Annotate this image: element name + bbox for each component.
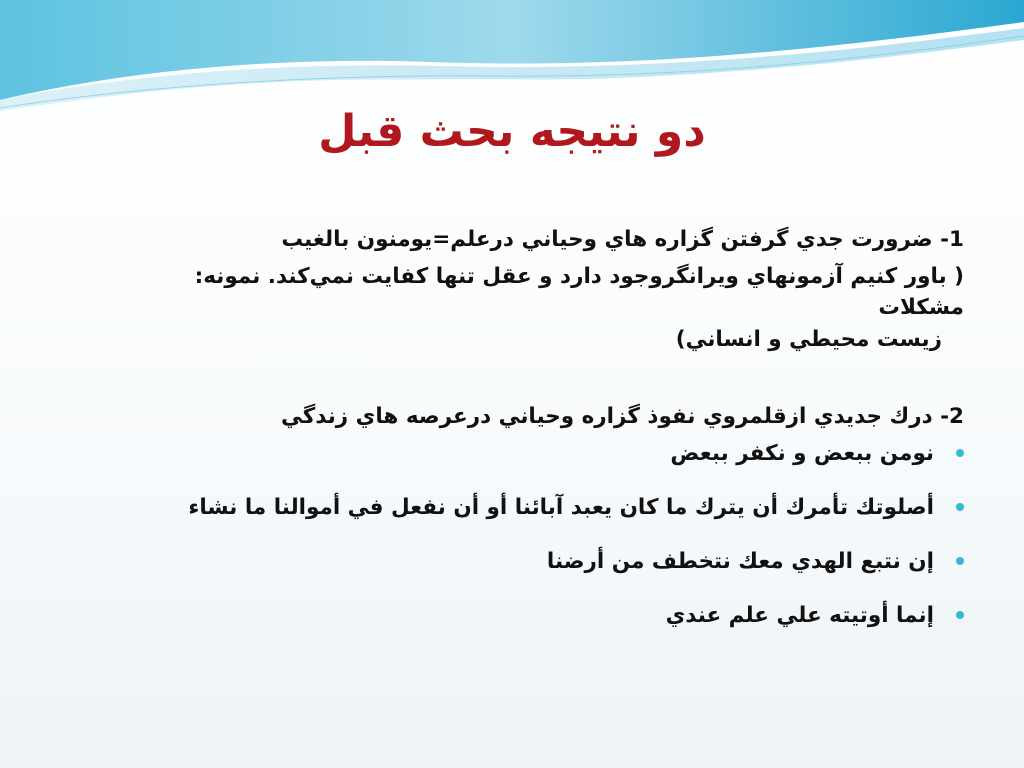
bullet-text: إنما أوتيته علي علم عندي <box>665 603 934 629</box>
bullet-text: أصلوتك تأمرك أن يترك ما كان يعبد آبائنا أو أن نفعل في أموالنا ما نشاء <box>188 495 934 521</box>
bullet-dot-icon <box>956 449 964 457</box>
list-item <box>108 546 964 577</box>
point-1-detail <box>108 261 964 355</box>
point-2-heading: 2- درك جديدي ازقلمروي نفوذ گزاره وحياني درعرصه هاي زندگي <box>281 403 964 429</box>
bullet-text: إن نتبع الهدي معك نتخطف من أرضنا <box>546 549 934 575</box>
list-item <box>108 600 964 631</box>
bullet-text: نومن ببعض و نكفر ببعض <box>670 440 934 466</box>
list-item <box>108 492 964 523</box>
bullet-dot-icon <box>956 611 964 619</box>
slide-body <box>108 224 964 655</box>
point-2-bullet-list <box>108 438 964 632</box>
point-1-detail-line-1: ( باور كنيم آزمونهاي ويرانگروجود دارد و عقل تنها كفايت نمي‌كند. نمونه: مشكلات <box>194 264 964 321</box>
point-1-detail-line-2: زيست محيطي و انساني) <box>675 326 942 352</box>
header-wave-decoration <box>0 0 1024 120</box>
spacer <box>108 361 964 401</box>
list-item <box>108 438 964 469</box>
bullet-dot-icon <box>956 503 964 511</box>
bullet-dot-icon <box>956 557 964 565</box>
slide-title: دو نتيجه بحث قبل <box>318 106 706 157</box>
point-1-heading: 1- ضرورت جدي گرفتن گزاره هاي وحياني درعلم=يومنون بالغيب <box>281 227 964 252</box>
